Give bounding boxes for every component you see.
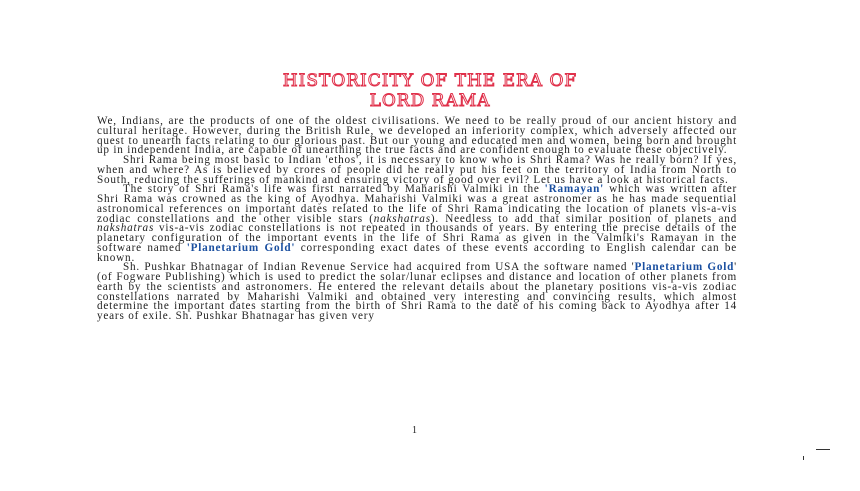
paragraph-4 — [97, 263, 737, 322]
article-body — [97, 117, 737, 322]
crop-mark — [803, 456, 804, 460]
paragraph-3-text-d: vis-a-vis zodiac constellations is not repeated in thousands of years. By entering the precise details of the planetary configuration of the important events in the life of Shri Rama as given in the Valmiki's Ramayan in the software named — [97, 222, 737, 254]
paragraph-3-text-a: The story of Shri Rama's life was first narrated by Maharishi Valmiki in the — [123, 183, 545, 196]
ramayan-highlight: 'Ramayan' — [544, 183, 605, 196]
page-title-line-2: LORD RAMA — [369, 91, 491, 111]
planetarium-gold-highlight: 'Planetarium Gold' — [186, 241, 296, 254]
paragraph-3-text-e: corresponding exact dates of these events according to English calendar can be known. — [97, 241, 737, 264]
page-number: 1 — [412, 425, 417, 436]
planetarium-gold-highlight: Planetarium Gold — [634, 261, 735, 274]
crop-mark — [816, 449, 830, 450]
nakshatras-term: nakshatras — [373, 212, 431, 225]
paragraph-1: We, Indians, are the products of one of the oldest civilisations. We need to be really proud of our ancient history and cultural heritage. However, during the British Rule, we developed an inferiority complex, which adversely affected our quest to unearth facts relating to our glorious past. But our young and educated men and women, being born and brought up in independent India, are capable of unearthing the true facts and are confident enough to evaluate these objectively. — [97, 115, 737, 157]
paragraph-3-text-c: ). Needless to add that similar position of planets and — [430, 212, 737, 225]
paragraph-4-text-a: Sh. Pushkar Bhatnagar of Indian Revenue Service had acquired from USA the software named ' — [123, 261, 635, 274]
paragraph-2: Shri Rama being most basic to Indian 'ethos', it is necessary to know who is Shri Rama? Was he really born? If yes, when and where? As is believed by crores of people did he really put his feet on the territory of India from North to South, reducing the sufferings of mankind and ensuring victory of good over evil? Let us have a look at historical facts. — [97, 154, 737, 186]
nakshatras-term: nakshatras — [97, 222, 155, 235]
paragraph-3 — [97, 185, 737, 263]
paragraph-3-text-b: which was written after Shri Rama was crowned as the king of Ayodhya. Maharishi Valmiki was a great astronomer as he has made sequential astronomical references on important dates related to the life of Shri Rama indicating the location of planets vis-a-vis zodiac constellations and the other visible stars ( — [97, 183, 737, 225]
page-title-line-1: HISTORICITY OF THE ERA OF — [282, 71, 578, 91]
paragraph-4-text-b: ' (of Fogware Publishing) which is used to predict the solar/lunar eclipses and distance and location of other planets from earth by the scientists and astronomers. He entered the relevant details about the planetary positions vis-a-vis zodiac constellations narrated by Maharishi Valmiki and obtained very interesting and convincing results, which almost determine the important dates starting from the birth of Shri Rama to the date of his coming back to Ayodhya after 14 years of exile. Sh. Pushkar Bhatnagar has given very — [97, 261, 737, 322]
